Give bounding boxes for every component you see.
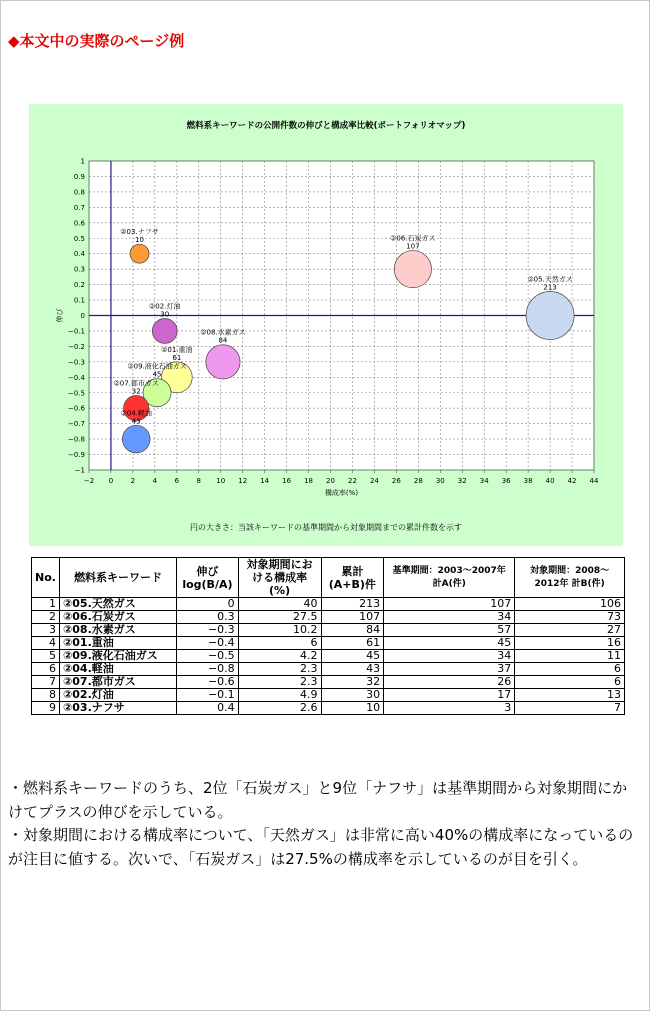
x-tick-label: 20 <box>326 477 335 485</box>
y-tick-label: −0.1 <box>68 327 85 336</box>
table-cell: 6 <box>515 676 625 689</box>
table-cell: ②03.ナフサ <box>59 702 176 715</box>
bubble-size-label: 213 <box>543 283 557 292</box>
bubble-size-label: 107 <box>406 242 420 251</box>
table-cell: 6 <box>515 663 625 676</box>
y-tick-label: −0.3 <box>68 358 85 367</box>
summary-text <box>8 777 638 871</box>
table-cell: 57 <box>384 624 515 637</box>
table-cell: 1 <box>32 598 60 611</box>
bubble-label: ②05.天然ガス <box>527 275 573 284</box>
table-row <box>32 702 625 715</box>
table-cell: 5 <box>32 650 60 663</box>
x-tick-label: 12 <box>238 477 248 485</box>
table-header-0: No. <box>32 558 60 598</box>
table-cell: 106 <box>515 598 625 611</box>
table-cell: −0.1 <box>177 689 238 702</box>
bubble <box>122 425 150 453</box>
x-tick-label: 14 <box>260 477 270 485</box>
table-header-1: 燃料系キーワード <box>59 558 176 598</box>
bubble-size-label: 32 <box>131 387 141 396</box>
table-header-5: 基準期間：2003～2007年 計A(件) <box>384 558 515 598</box>
table-body <box>32 598 625 715</box>
x-tick-label: 2 <box>130 477 136 485</box>
table-cell: 43 <box>321 663 384 676</box>
table-cell: ②04.軽油 <box>59 663 176 676</box>
table-cell: 34 <box>384 650 515 663</box>
table-cell: ②05.天然ガス <box>59 598 176 611</box>
table-cell: 10.2 <box>238 624 321 637</box>
y-tick-label: 1 <box>80 157 85 166</box>
y-tick-label: −0.7 <box>68 420 85 429</box>
table-header-row <box>32 558 625 598</box>
table-header-6: 対象期間：2008～2012年 計B(件) <box>515 558 625 598</box>
table-cell: 8 <box>32 689 60 702</box>
bubble <box>130 244 149 263</box>
y-tick-label: 0.4 <box>73 250 85 259</box>
table-cell: 107 <box>321 611 384 624</box>
x-tick-label: 4 <box>152 477 158 485</box>
y-tick-label: 0 <box>80 312 85 320</box>
chart-title: 燃料系キーワードの公開件数の伸びと構成率比較(ポートフォリオマップ) <box>186 121 466 131</box>
table-cell: 2.3 <box>238 676 321 689</box>
bubble <box>206 345 240 379</box>
table-row <box>32 689 625 702</box>
table-cell: 0.4 <box>177 702 238 715</box>
x-tick-label: 28 <box>413 477 423 485</box>
x-tick-label: 32 <box>457 477 467 485</box>
y-tick-label: 0.3 <box>73 265 85 274</box>
table-cell: ②09.液化石油ガス <box>59 650 176 663</box>
table-row <box>32 650 625 663</box>
table-cell: 4.2 <box>238 650 321 663</box>
table-cell: 7 <box>515 702 625 715</box>
table-cell: 7 <box>32 676 60 689</box>
table-cell: 0.3 <box>177 611 238 624</box>
bubble-chart <box>29 104 623 546</box>
table-cell: 6 <box>238 637 321 650</box>
chart-panel <box>29 104 623 546</box>
bubble-size-label: 45 <box>152 370 162 379</box>
table-cell: 0 <box>177 598 238 611</box>
y-tick-label: 0.6 <box>73 219 85 228</box>
table-cell: 2 <box>32 611 60 624</box>
x-tick-label: 40 <box>545 477 555 485</box>
table-cell: 84 <box>321 624 384 637</box>
x-tick-label: 42 <box>567 477 577 485</box>
table-cell: 16 <box>515 637 625 650</box>
table-cell: 34 <box>384 611 515 624</box>
x-tick-label: 22 <box>348 477 357 485</box>
table-cell: 17 <box>384 689 515 702</box>
table-cell: 73 <box>515 611 625 624</box>
y-tick-label: 0.9 <box>73 172 85 181</box>
x-tick-label: 18 <box>304 477 314 485</box>
bubble-label: ②02.灯油 <box>149 302 181 311</box>
table-cell: 2.6 <box>238 702 321 715</box>
table-header-2: 伸び log(B/A) <box>177 558 238 598</box>
table-cell: 4.9 <box>238 689 321 702</box>
table-cell: 9 <box>32 702 60 715</box>
y-tick-label: −0.5 <box>68 389 85 398</box>
table-header-3: 対象期間における構成率(%) <box>238 558 321 598</box>
y-tick-label: −0.4 <box>68 373 85 382</box>
table-row <box>32 624 625 637</box>
x-tick-label: −2 <box>83 477 95 485</box>
table-cell: 61 <box>321 637 384 650</box>
bubble-label: ②08.水素ガス <box>200 328 246 337</box>
bubble-size-label: 10 <box>135 236 144 245</box>
y-tick-label: 0.7 <box>73 203 85 212</box>
x-axis-title: 構成率(%) <box>324 489 359 497</box>
table-cell: −0.8 <box>177 663 238 676</box>
table-row <box>32 676 625 689</box>
table-cell: 3 <box>384 702 515 715</box>
y-tick-label: 0.8 <box>73 188 85 197</box>
table-cell: 213 <box>321 598 384 611</box>
x-tick-label: 24 <box>369 477 379 485</box>
table-cell: 27.5 <box>238 611 321 624</box>
table-cell: 3 <box>32 624 60 637</box>
y-tick-label: −0.6 <box>68 404 85 413</box>
bubble-size-label: 30 <box>160 310 170 319</box>
table-cell: 30 <box>321 689 384 702</box>
x-tick-label: 36 <box>501 477 511 485</box>
table-cell: 4 <box>32 637 60 650</box>
table-cell: 27 <box>515 624 625 637</box>
bubble-label: ②09.液化石油ガス <box>127 362 187 371</box>
table-cell: −0.3 <box>177 624 238 637</box>
summary-paragraph-1: ・燃料系キーワードのうち、2位「石炭ガス」と9位「ナフサ」は基準期間から対象期間にかけてプラスの伸びを示している。 <box>8 779 628 821</box>
table-cell: −0.4 <box>177 637 238 650</box>
bubble-size-label: 43 <box>131 417 141 426</box>
data-table <box>31 557 625 715</box>
table-row <box>32 611 625 624</box>
table-cell: 40 <box>238 598 321 611</box>
bubble-label: ②07.都市ガス <box>113 379 159 388</box>
y-tick-label: 0.5 <box>73 234 85 243</box>
page-heading: ◆本文中の実際のページ例 <box>8 32 185 50</box>
bubble-size-label: 61 <box>172 353 182 362</box>
bubble-label: ②01.重油 <box>161 345 193 354</box>
chart-note: 円の大きさ：当該キーワードの基準期間から対象期間までの累計件数を示す <box>190 523 462 532</box>
table-cell: ②07.都市ガス <box>59 676 176 689</box>
x-tick-label: 44 <box>589 477 599 485</box>
table-cell: −0.5 <box>177 650 238 663</box>
table-row <box>32 663 625 676</box>
table-cell: 26 <box>384 676 515 689</box>
y-tick-label: −0.9 <box>68 451 85 460</box>
table-cell: 11 <box>515 650 625 663</box>
x-tick-label: 0 <box>108 477 114 485</box>
table-cell: 13 <box>515 689 625 702</box>
y-tick-label: 0.2 <box>73 281 85 290</box>
table-cell: ②08.水素ガス <box>59 624 176 637</box>
summary-paragraph-2: ・対象期間における構成率について、「天然ガス」は非常に高い40%の構成率になっているのが注目に値する。次いで、「石炭ガス」は27.5%の構成率を示しているのが目を引く。 <box>8 826 634 868</box>
bubble <box>526 292 574 340</box>
y-axis-title: 伸び <box>56 308 64 323</box>
y-tick-label: −0.2 <box>68 342 85 351</box>
table-cell: 32 <box>321 676 384 689</box>
x-tick-label: 8 <box>196 477 202 485</box>
x-tick-label: 30 <box>435 477 445 485</box>
table-cell: 45 <box>321 650 384 663</box>
table-cell: ②06.石炭ガス <box>59 611 176 624</box>
y-tick-label: 0.1 <box>73 296 85 305</box>
y-tick-label: −1 <box>74 466 85 475</box>
bubble <box>152 319 177 344</box>
table-cell: 37 <box>384 663 515 676</box>
bubble-size-label: 84 <box>218 336 228 345</box>
x-tick-label: 10 <box>216 477 226 485</box>
table-row <box>32 598 625 611</box>
bubble-label: ②06.石炭ガス <box>390 234 436 243</box>
table-cell: 107 <box>384 598 515 611</box>
y-tick-label: −0.8 <box>68 435 85 444</box>
table-cell: −0.6 <box>177 676 238 689</box>
bubble-label: ②04.軽油 <box>120 409 152 418</box>
table-row <box>32 637 625 650</box>
table-header-4: 累計 (A+B)件 <box>321 558 384 598</box>
table-cell: 45 <box>384 637 515 650</box>
x-tick-label: 16 <box>282 477 292 485</box>
table-cell: 2.3 <box>238 663 321 676</box>
table-cell: 6 <box>32 663 60 676</box>
x-tick-label: 26 <box>391 477 401 485</box>
table-cell: ②01.重油 <box>59 637 176 650</box>
table-cell: 10 <box>321 702 384 715</box>
table-cell: ②02.灯油 <box>59 689 176 702</box>
x-tick-label: 6 <box>174 477 180 485</box>
bubble-label: ②03.ナフサ <box>120 228 159 237</box>
x-tick-label: 34 <box>479 477 489 485</box>
x-tick-label: 38 <box>523 477 533 485</box>
bubble <box>394 251 431 288</box>
